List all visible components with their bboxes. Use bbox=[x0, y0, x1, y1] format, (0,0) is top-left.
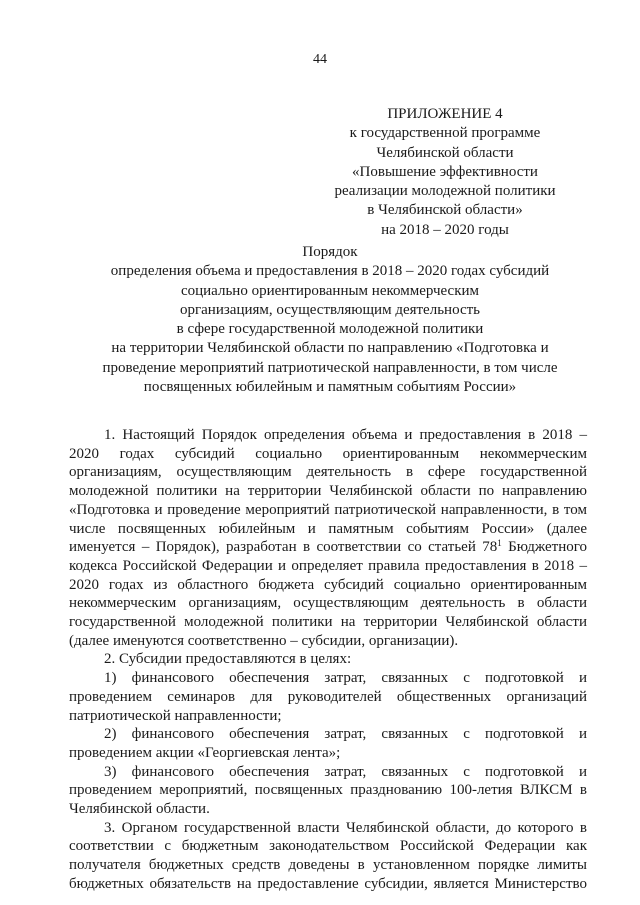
title-line: в сфере государственной молодежной политики bbox=[176, 321, 484, 338]
text-line: числе посвященных юбилейным и памятным событиям России» (далее bbox=[69, 520, 587, 537]
title-heading: Порядок bbox=[302, 244, 358, 260]
text-line: 2. Субсидии предоставляются в целях: bbox=[104, 651, 352, 668]
text-line: 2020 годах из областного бюджета субсидий социально ориентированным bbox=[69, 576, 587, 593]
title-line: определения объема и предоставления в 2018 – 2020 годах субсидий bbox=[110, 263, 550, 280]
title-line: организациям, осуществляющим деятельность bbox=[180, 301, 480, 318]
text-line: 2) финансового обеспечения затрат, связанных с подготовкой и bbox=[104, 726, 587, 743]
text-line: 1) финансового обеспечения затрат, связанных с подготовкой и bbox=[104, 670, 587, 687]
text-line: 2020 годах субсидий социально ориентированным некоммерческим bbox=[69, 445, 587, 462]
title-line: посвященных юбилейным и памятным событиям России» bbox=[143, 379, 517, 396]
paragraph bbox=[69, 669, 587, 725]
title-line: на территории Челябинской области по направлению «Подготовка и bbox=[111, 340, 549, 357]
text-line: проведением мероприятий, посвященных празднованию 100-летия ВЛКСМ в bbox=[69, 782, 587, 799]
text-line: «Подготовка и проведение мероприятий патриотической направленности, в том bbox=[69, 501, 587, 518]
text-line: 1. Настоящий Порядок определения объема и предоставления в 2018 – bbox=[104, 427, 587, 443]
footnote-superscript: 1 bbox=[497, 538, 502, 549]
paragraph bbox=[69, 650, 587, 669]
text-line: 3) финансового обеспечения затрат, связанных с подготовкой и bbox=[104, 763, 587, 780]
appendix-line: реализации молодежной политики bbox=[334, 183, 556, 200]
paragraph bbox=[69, 725, 587, 762]
appendix-line: на 2018 – 2020 годы bbox=[381, 221, 509, 238]
paragraph bbox=[69, 426, 587, 650]
appendix-line: в Челябинской области» bbox=[367, 202, 523, 219]
text-line: бюджетных обязательств на предоставление субсидии, является Министерство bbox=[69, 875, 587, 892]
appendix-header bbox=[320, 105, 570, 240]
text-line: (далее именуются соответственно – субсидии, организации). bbox=[69, 632, 459, 649]
title-line: проведение мероприятий патриотической направленности, в том числе bbox=[102, 359, 558, 376]
text-line: государственной молодежной политики на территории Челябинской области bbox=[69, 614, 587, 631]
text-line: проведением семинаров для руководителей общественных организаций bbox=[69, 688, 587, 705]
title-line: социально ориентированным некоммерческим bbox=[180, 282, 480, 299]
text-line: кодекса Российской Федерации и определяет правила предоставления в 2018 – bbox=[69, 557, 587, 574]
text-line: получателя бюджетных средств доведены в установленном порядке лимиты bbox=[69, 857, 587, 874]
text-line: патриотической направленности; bbox=[69, 707, 282, 724]
text-line: Челябинской области. bbox=[69, 801, 210, 818]
appendix-line: «Повышение эффективности bbox=[352, 163, 538, 180]
appendix-line: Челябинской области bbox=[376, 144, 514, 161]
text-line: некоммерческим организациям, осуществляющим деятельность в области bbox=[69, 595, 587, 612]
paragraph bbox=[69, 763, 587, 819]
appendix-line: ПРИЛОЖЕНИЕ 4 bbox=[387, 106, 503, 122]
text-line: 3. Органом государственной власти Челябинской области, до которого в bbox=[104, 819, 587, 836]
paragraph bbox=[69, 819, 587, 894]
appendix-line: к государственной программе bbox=[349, 125, 541, 142]
document-title bbox=[70, 243, 590, 397]
document-body bbox=[69, 426, 587, 894]
text-line: проведением акции «Георгиевская лента»; bbox=[69, 744, 341, 761]
text-line: именуется – Порядок), разработан в соответствии со статьей $78^1$ Бюджетного bbox=[69, 538, 588, 556]
text-line: молодежной политики на территории Челябинской области по направлению bbox=[69, 483, 587, 500]
text-line: соответствии с бюджетным законодательством Российской Федерации как bbox=[69, 838, 587, 855]
text-line: организациям, осуществляющим деятельность в сфере государственной bbox=[69, 464, 587, 481]
page-number: 44 bbox=[313, 52, 327, 67]
